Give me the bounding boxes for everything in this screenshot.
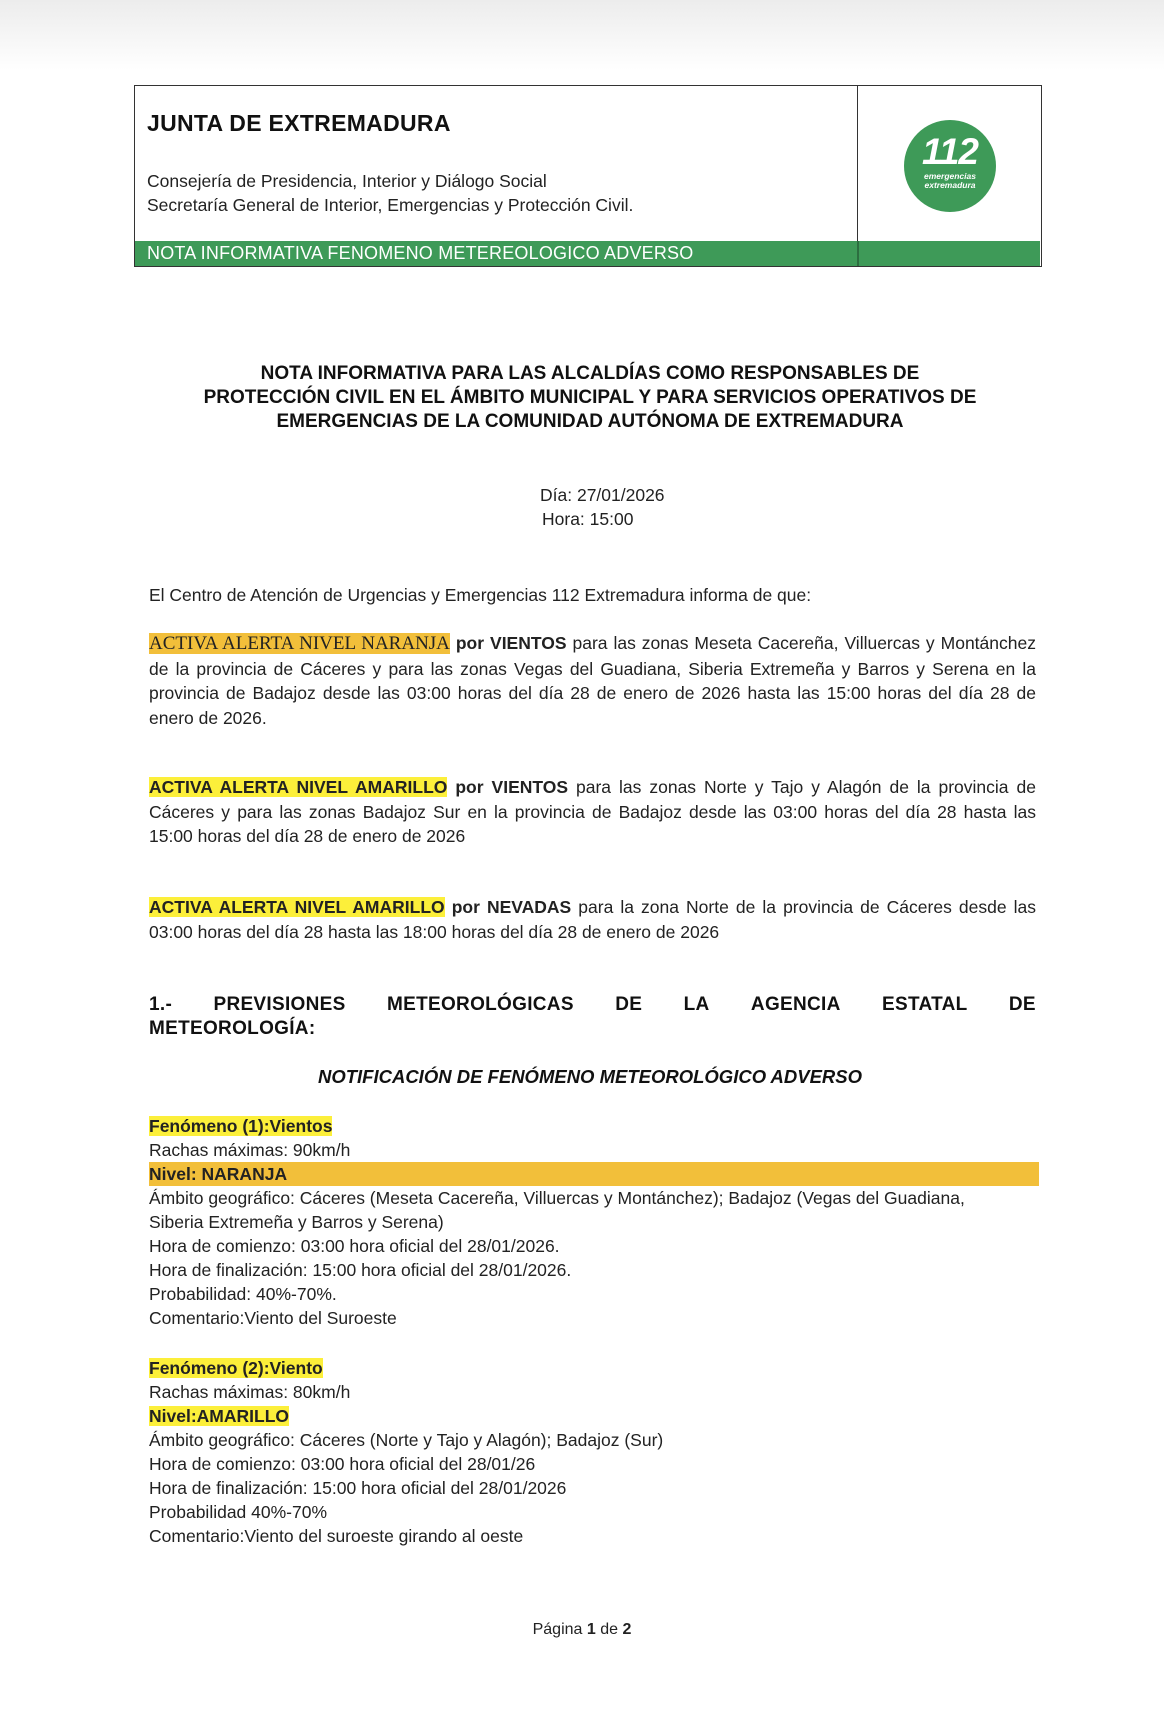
heading-line-2: METEOROLOGÍA: — [149, 1018, 316, 1039]
notification-subtitle: NOTIFICACIÓN DE FENÓMENO METEOROLÓGICO ADVERSO — [317, 1066, 863, 1087]
phenomenon-title-text: Fenómeno (1):Vientos — [149, 1116, 333, 1136]
section-1-heading — [149, 993, 1036, 1041]
department-lines — [147, 169, 633, 217]
logo-number: 112 — [922, 131, 978, 172]
phenomenon-2-title — [149, 1356, 323, 1380]
alert-label: ACTIVA ALERTA NIVEL NARANJA — [149, 633, 450, 654]
phenomenon-title-text: Fenómeno (2):Viento — [149, 1358, 323, 1378]
footer-current-page: 1 — [586, 1621, 596, 1638]
date-hour: Hora: 15:00 — [542, 509, 634, 529]
top-shade — [0, 0, 1164, 70]
phenomenon-1-fin: Hora de finalización: 15:00 hora oficial del 28/01/2026. — [149, 1260, 572, 1280]
phenomenon-1-title — [149, 1114, 332, 1138]
phenomenon-2-rachas: Rachas máximas: 80km/h — [149, 1382, 351, 1402]
alert-por: por — [455, 633, 485, 653]
phenomenon-2-fin: Hora de finalización: 15:00 hora oficial del 28/01/2026 — [149, 1478, 567, 1498]
phenomenon-2-probabilidad: Probabilidad 40%-70% — [149, 1502, 328, 1522]
heading-word: DE — [1008, 994, 1036, 1015]
phenomenon-1-ambito-1: Ámbito geográfico: Cáceres (Meseta Cacereña, Villuercas y Montánchez); Badajoz (Vegas del Guadiana, — [149, 1188, 965, 1208]
heading-word: ESTATAL — [882, 994, 968, 1015]
footer-de: de — [600, 1621, 619, 1638]
alert-phenomenon: VIENTOS — [491, 777, 569, 797]
letterhead-left — [135, 86, 858, 241]
alert-por: por — [455, 777, 484, 797]
logo-line-1: emergencias — [924, 171, 976, 181]
heading-word: AGENCIA — [750, 994, 841, 1015]
alert-yellow-snow — [149, 895, 1036, 944]
phenomenon-1-rachas: Rachas máximas: 90km/h — [149, 1140, 351, 1160]
header-bar-text: NOTA INFORMATIVA FENOMENO METEREOLOGICO ADVERSO — [147, 243, 694, 263]
heading-word: PREVISIONES — [213, 994, 346, 1015]
heading-word: 1.- — [149, 994, 173, 1015]
title-line-1: NOTA INFORMATIVA PARA LAS ALCALDÍAS COMO RESPONSABLES DE — [260, 363, 920, 384]
intro-text: El Centro de Atención de Urgencias y Emergencias 112 Extremadura informa de que: — [149, 585, 812, 605]
alert-text: para las zonas Meseta Cacereña, Villuercas y Montánchez de la provincia de Cáceres y para las zonas Vegas del Guadiana, Siberia Extremeña y Barros y Serena en la provincia de Badajoz desde las 03:00 horas del día 28 de enero de 2026 hasta las 15:00 horas del día 28 de enero de 2026. — [149, 633, 1036, 728]
title-line-2: PROTECCIÓN CIVIL EN EL ÁMBITO MUNICIPAL Y PARA SERVICIOS OPERATIVOS DE — [203, 387, 977, 408]
document-title — [140, 362, 1040, 434]
bar-divider — [857, 241, 859, 266]
letterhead — [134, 85, 1042, 267]
heading-word: LA — [683, 994, 710, 1015]
phenomenon-1-comentario: Comentario:Viento del Suroeste — [149, 1308, 397, 1328]
department-line-1: Consejería de Presidencia, Interior y Diálogo Social — [147, 171, 547, 191]
title-line-3: EMERGENCIAS DE LA COMUNIDAD AUTÓNOMA DE EXTREMADURA — [276, 411, 904, 432]
alert-text: para las zonas Norte y Tajo y Alagón de la provincia de Cáceres y para las zonas Badajoz Sur en la provincia de Badajoz desde las 03:00 horas del día 28 hasta las 15:00 horas del día 28 de enero de 2026 — [149, 777, 1036, 846]
phenomenon-1-ambito-2: Siberia Extremeña y Barros y Serena) — [149, 1212, 444, 1232]
nivel-text: Nivel:AMARILLO — [149, 1406, 289, 1426]
alert-text: para la zona Norte de la provincia de Cáceres desde las 03:00 horas del día 28 hasta las 18:00 horas del día 28 de enero de 2026 — [149, 897, 1036, 942]
alert-label: ACTIVA ALERTA NIVEL AMARILLO — [149, 777, 448, 797]
heading-word: DE — [615, 994, 643, 1015]
alert-yellow-wind — [149, 775, 1036, 849]
alert-por: por — [451, 897, 480, 917]
alert-orange-wind — [149, 631, 1036, 730]
phenomenon-2-inicio: Hora de comienzo: 03:00 hora oficial del 28/01/26 — [149, 1454, 536, 1474]
phenomenon-1-nivel: Nivel: NARANJA — [149, 1164, 288, 1184]
emergency-112-logo — [904, 120, 996, 212]
date-day: Día: 27/01/2026 — [540, 485, 665, 505]
phenomenon-1-probabilidad: Probabilidad: 40%-70%. — [149, 1284, 337, 1304]
header-green-bar — [135, 241, 1040, 266]
phenomenon-1-inicio: Hora de comienzo: 03:00 hora oficial del 28/01/2026. — [149, 1236, 560, 1256]
organization-name: JUNTA DE EXTREMADURA — [147, 110, 451, 136]
alert-label: ACTIVA ALERTA NIVEL AMARILLO — [149, 897, 445, 917]
phenomenon-2-nivel — [149, 1404, 289, 1428]
logo-line-2: extremadura — [924, 180, 976, 190]
footer-total-pages: 2 — [622, 1621, 632, 1638]
phenomenon-2-ambito: Ámbito geográfico: Cáceres (Norte y Tajo y Alagón); Badajoz (Sur) — [149, 1430, 664, 1450]
phenomenon-2-comentario: Comentario:Viento del suroeste girando al oeste — [149, 1526, 524, 1546]
page-footer — [0, 1621, 1164, 1639]
department-line-2: Secretaría General de Interior, Emergencias y Protección Civil. — [147, 195, 634, 215]
alert-phenomenon: NEVADAS — [486, 897, 572, 917]
footer-pagina: Página — [532, 1621, 583, 1638]
heading-word: METEOROLÓGICAS — [386, 994, 574, 1015]
alert-phenomenon: VIENTOS — [490, 633, 567, 653]
letterhead-logo-cell — [857, 86, 1042, 241]
